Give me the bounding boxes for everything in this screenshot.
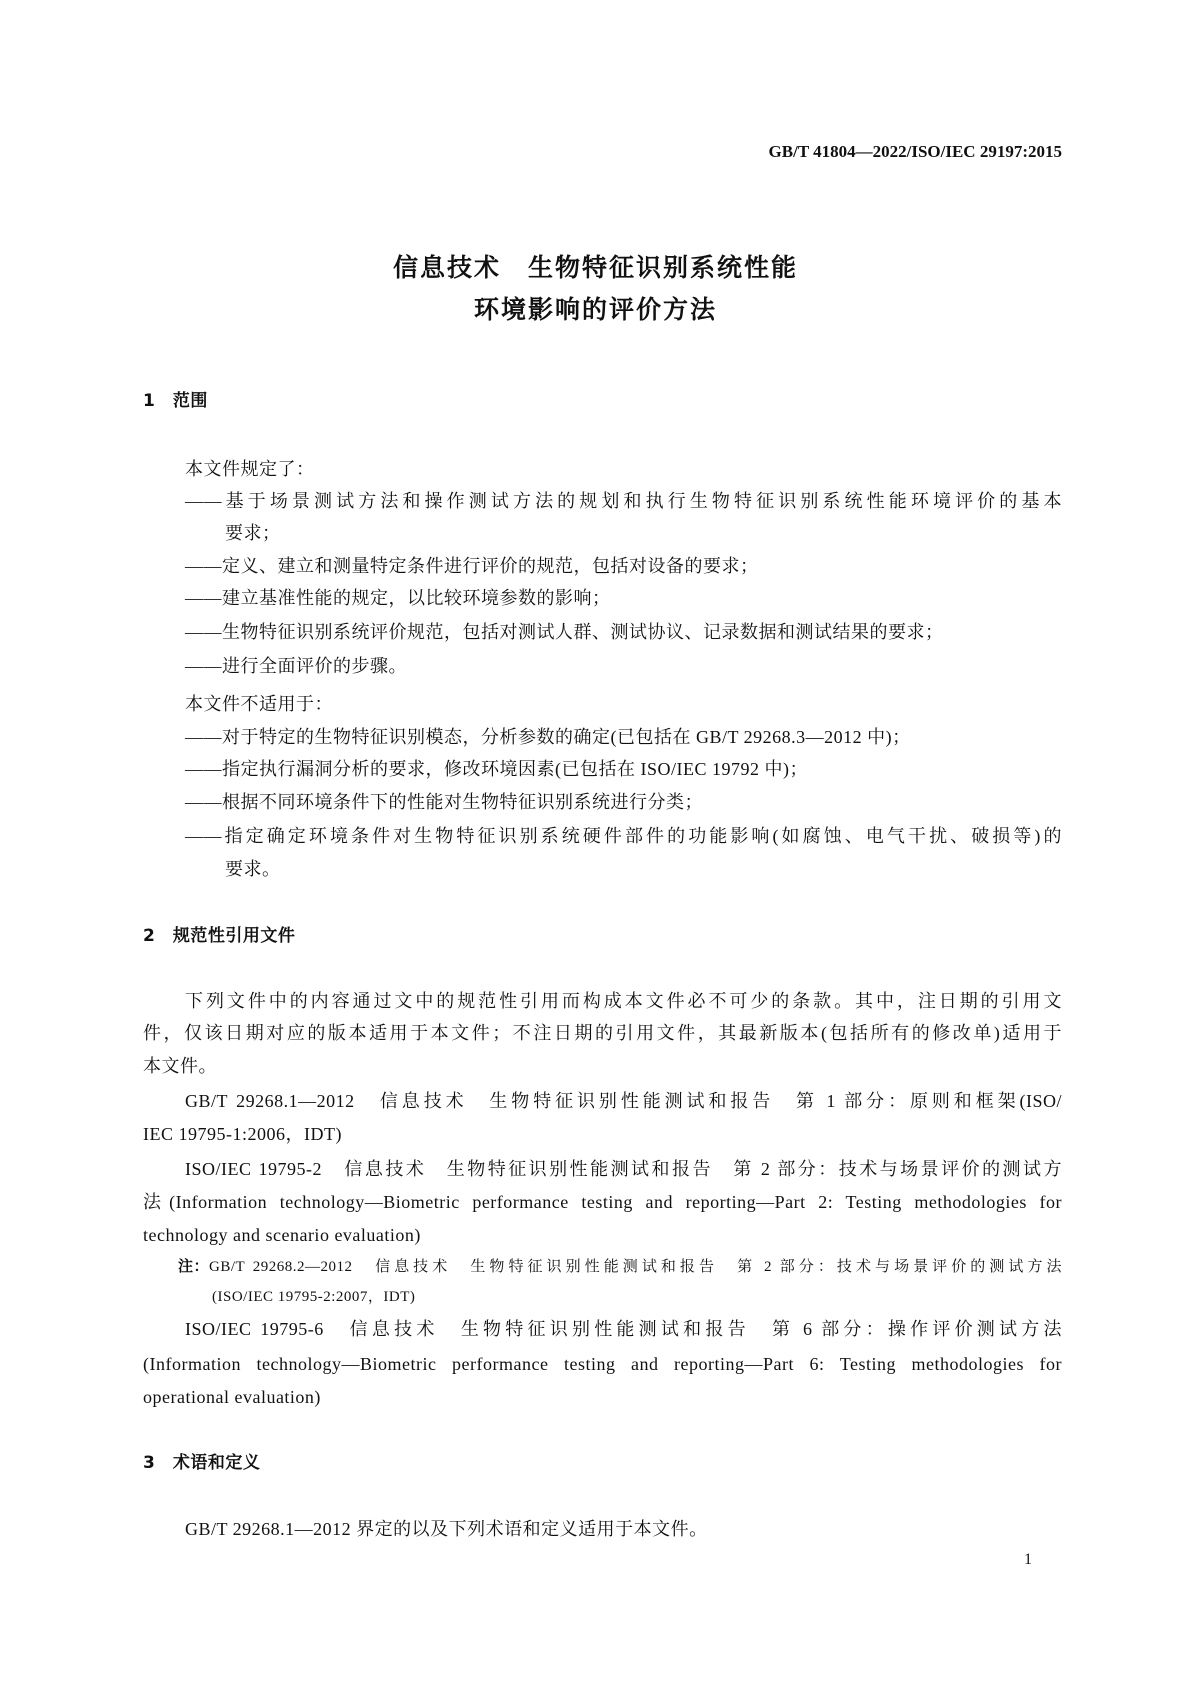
refs-para-line: 件，仅该日期对应的版本适用于本文件；不注日期的引用文件，其最新版本(包括所有的修改单)适用于 bbox=[143, 1023, 1062, 1043]
scope-item: ——定义、建立和测量特定条件进行评价的规范，包括对设备的要求； bbox=[185, 556, 759, 576]
section-heading-normative-references: 2 规范性引用文件 bbox=[143, 926, 296, 946]
reference-1-cont: IEC 19795-1:2006，IDT) bbox=[143, 1124, 342, 1144]
note-text-cont: (ISO/IEC 19795-2:2007，IDT) bbox=[212, 1289, 416, 1305]
reference-3-cont: operational evaluation) bbox=[143, 1387, 321, 1407]
terms-para: GB/T 29268.1—2012 界定的以及下列术语和定义适用于本文件。 bbox=[185, 1519, 708, 1539]
refs-para-line: 下列文件中的内容通过文中的规范性引用而构成本文件必不可少的条款。其中，注日期的引用文 bbox=[185, 991, 1062, 1011]
section-heading-terms: 3 术语和定义 bbox=[143, 1453, 261, 1473]
scope-item-cont: 要求； bbox=[225, 523, 281, 543]
document-number: GB/T 41804—2022/ISO/IEC 29197:2015 bbox=[768, 142, 1062, 161]
document-title-line1: 信息技术 生物特征识别系统性能 bbox=[392, 253, 798, 282]
reference-2: ISO/IEC 19795-2 信息技术 生物特征识别性能测试和报告 第 2 部分：技术与场景评价的测试方 bbox=[185, 1159, 1062, 1179]
reference-2-cont: technology and scenario evaluation) bbox=[143, 1225, 421, 1245]
reference-2-cont: 法(Information technology—Biometric performance testing and reporting—Part 2: Testing methodologies for bbox=[143, 1192, 1062, 1212]
na-item: ——指定执行漏洞分析的要求，修改环境因素(已包括在 ISO/IEC 19792 中)； bbox=[185, 759, 808, 779]
na-item: ——对于特定的生物特征识别模态，分析参数的确定(已包括在 GB/T 29268.3—2012 中)； bbox=[185, 727, 911, 747]
na-item: ——指定确定环境条件对生物特征识别系统硬件部件的功能影响(如腐蚀、电气干扰、破损等)的 bbox=[185, 826, 1062, 846]
scope-item: ——生物特征识别系统评价规范，包括对测试人群、测试协议、记录数据和测试结果的要求； bbox=[185, 622, 944, 642]
section-heading-scope: 1 范围 bbox=[143, 391, 208, 411]
reference-2-note bbox=[178, 1255, 1062, 1279]
reference-3-cont: (Information technology—Biometric performance testing and reporting—Part 6: Testing methodologies for bbox=[143, 1354, 1062, 1374]
page-number: 1 bbox=[1024, 1551, 1033, 1568]
scope-item: ——基于场景测试方法和操作测试方法的规划和执行生物特征识别系统性能环境评价的基本 bbox=[185, 491, 1062, 511]
refs-para-line: 本文件。 bbox=[143, 1056, 217, 1076]
reference-3: ISO/IEC 19795-6 信息技术 生物特征识别性能测试和报告 第 6 部分：操作评价测试方法 bbox=[185, 1319, 1062, 1339]
note-text: GB/T 29268.2—2012 信息技术 生物特征识别性能测试和报告 第 2 部分：技术与场景评价的测试方法 bbox=[209, 1259, 1062, 1275]
reference-1: GB/T 29268.1—2012 信息技术 生物特征识别性能测试和报告 第 1 部分：原则和框架(ISO/ bbox=[185, 1091, 1062, 1111]
document-title-line2: 环境影响的评价方法 bbox=[473, 295, 717, 324]
scope-item: ——建立基准性能的规定，以比较环境参数的影响； bbox=[185, 588, 611, 608]
scope-intro: 本文件规定了： bbox=[185, 459, 315, 479]
note-label: 注： bbox=[178, 1259, 210, 1275]
na-item: ——根据不同环境条件下的性能对生物特征识别系统进行分类； bbox=[185, 792, 703, 812]
na-item-cont: 要求。 bbox=[225, 859, 281, 879]
scope-not-applicable: 本文件不适用于： bbox=[185, 694, 333, 714]
scope-item: ——进行全面评价的步骤。 bbox=[185, 656, 407, 676]
